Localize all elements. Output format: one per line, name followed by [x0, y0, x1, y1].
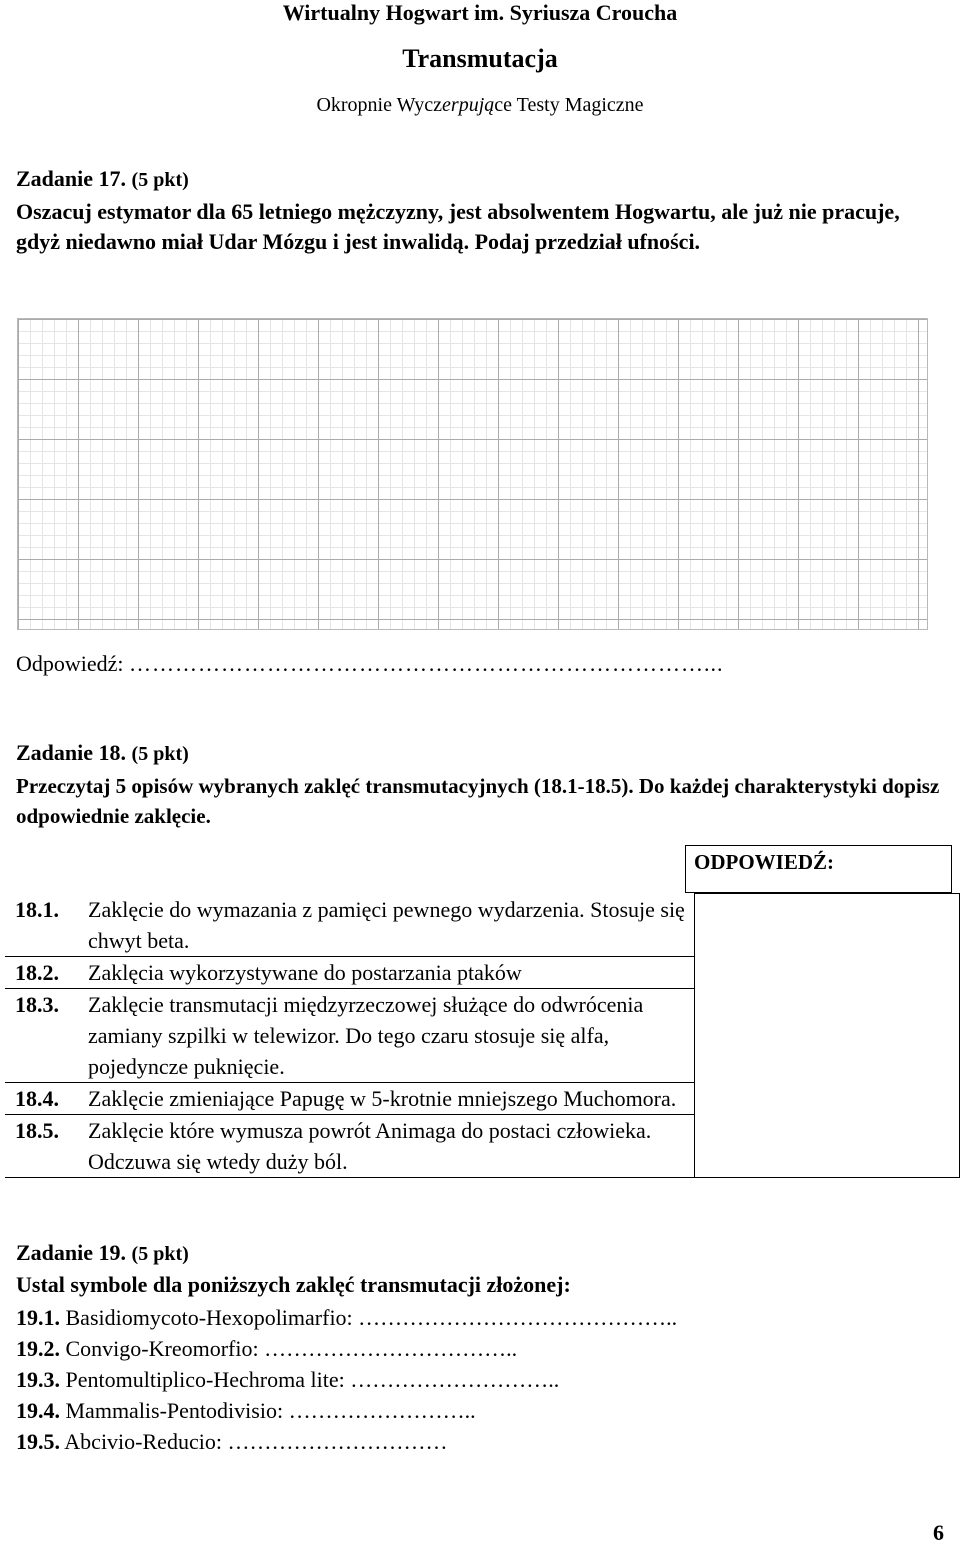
- page-number: 6: [933, 1520, 944, 1545]
- row-number: 18.3.: [5, 988, 88, 1082]
- answer-label: Odpowiedź:: [16, 651, 124, 676]
- task-19-heading: [16, 1240, 189, 1266]
- list-item[interactable]: [16, 1364, 677, 1395]
- task-17-answer-line[interactable]: [16, 651, 724, 677]
- task-17-title: Zadanie 17.: [16, 166, 127, 191]
- item-label: Mammalis-Pentodivisio:: [65, 1398, 284, 1423]
- graph-paper-grid[interactable]: [17, 318, 928, 630]
- task-19-title: Zadanie 19.: [16, 1240, 127, 1265]
- spell-description: Zaklęcie zmieniające Papugę w 5-krotnie mniejszego Muchomora.: [88, 1082, 695, 1114]
- item-dots: ………………………..: [350, 1367, 560, 1392]
- item-label: Pentomultiplico-Hechroma lite:: [65, 1367, 345, 1392]
- task-17-text: Oszacuj estymator dla 65 letniego mężczyzny, jest absolwentem Hogwartu, ale już nie pracuje, gdyż niedawno miał Udar Mózgu i jest inwalidą. Podaj przedział ufności.: [16, 199, 900, 254]
- task-18-title: Zadanie 18.: [16, 740, 127, 765]
- spell-description: Zaklęcie transmutacji międzyrzeczowej służące do odwrócenia zamiany szpilki w telewizor. Do tego czaru stosuje się alfa, pojedyncze puknięcie.: [88, 988, 695, 1082]
- answer-column-header: ODPOWIEDŹ:: [685, 845, 952, 893]
- task-18-heading: [16, 740, 189, 766]
- list-item[interactable]: [16, 1333, 677, 1364]
- table-row: [5, 894, 960, 957]
- task-18-text: Przeczytaj 5 opisów wybranych zaklęć transmutacyjnych (18.1-18.5). Do każdej charakterystyki dopisz odpowiednie zaklęcie.: [16, 774, 940, 828]
- spell-description: Zaklęcie do wymazania z pamięci pewnego wydarzenia. Stosuje się chwyt beta.: [88, 894, 695, 957]
- test-subtitle: [0, 94, 960, 117]
- task-17-heading: [16, 166, 189, 192]
- item-number: 19.2.: [16, 1336, 60, 1361]
- row-number: 18.4.: [5, 1082, 88, 1114]
- item-dots: ……………………………..: [264, 1336, 518, 1361]
- item-number: 19.5.: [16, 1429, 60, 1454]
- spell-description-table: [5, 893, 960, 1178]
- item-dots: …………………………: [227, 1429, 448, 1454]
- item-dots: ……………………..: [288, 1398, 476, 1423]
- item-number: 19.1.: [16, 1305, 60, 1330]
- spell-description: Zaklęcie które wymusza powrót Animaga do postaci człowieka. Odczuwa się wtedy duży ból.: [88, 1114, 695, 1177]
- task-17-points: (5 pkt): [131, 169, 189, 191]
- list-item[interactable]: [16, 1302, 677, 1333]
- item-dots: ……………………………………..: [358, 1305, 678, 1330]
- subtitle-part-italic: erpują: [442, 94, 495, 116]
- row-number: 18.2.: [5, 956, 88, 988]
- item-number: 19.4.: [16, 1398, 60, 1423]
- task-19-points: (5 pkt): [131, 1243, 189, 1265]
- item-number: 19.3.: [16, 1367, 60, 1392]
- subject-title: Transmutacja: [402, 44, 558, 73]
- subtitle-part-2: ce Testy Magiczne: [494, 94, 644, 116]
- answer-dots: …………………………………………………………………...: [129, 651, 724, 676]
- task-19-list: [16, 1302, 677, 1457]
- row-number: 18.1.: [5, 894, 88, 957]
- task-19-text: Ustal symbole dla poniższych zaklęć transmutacji złożonej:: [16, 1272, 571, 1297]
- school-name: Wirtualny Hogwart im. Syriusza Croucha: [282, 0, 678, 25]
- item-label: Convigo-Kreomorfio:: [65, 1336, 259, 1361]
- list-item[interactable]: [16, 1426, 677, 1457]
- subtitle-part-1: Okropnie Wycz: [316, 94, 443, 116]
- item-label: Basidiomycoto-Hexopolimarfio:: [65, 1305, 353, 1330]
- task-18-points: (5 pkt): [131, 743, 189, 765]
- list-item[interactable]: [16, 1395, 677, 1426]
- spell-description: Zaklęcia wykorzystywane do postarzania ptaków: [88, 956, 695, 988]
- row-number: 18.5.: [5, 1114, 88, 1177]
- answer-cell[interactable]: [695, 894, 960, 1178]
- item-label: Abcivio-Reducio:: [64, 1429, 222, 1454]
